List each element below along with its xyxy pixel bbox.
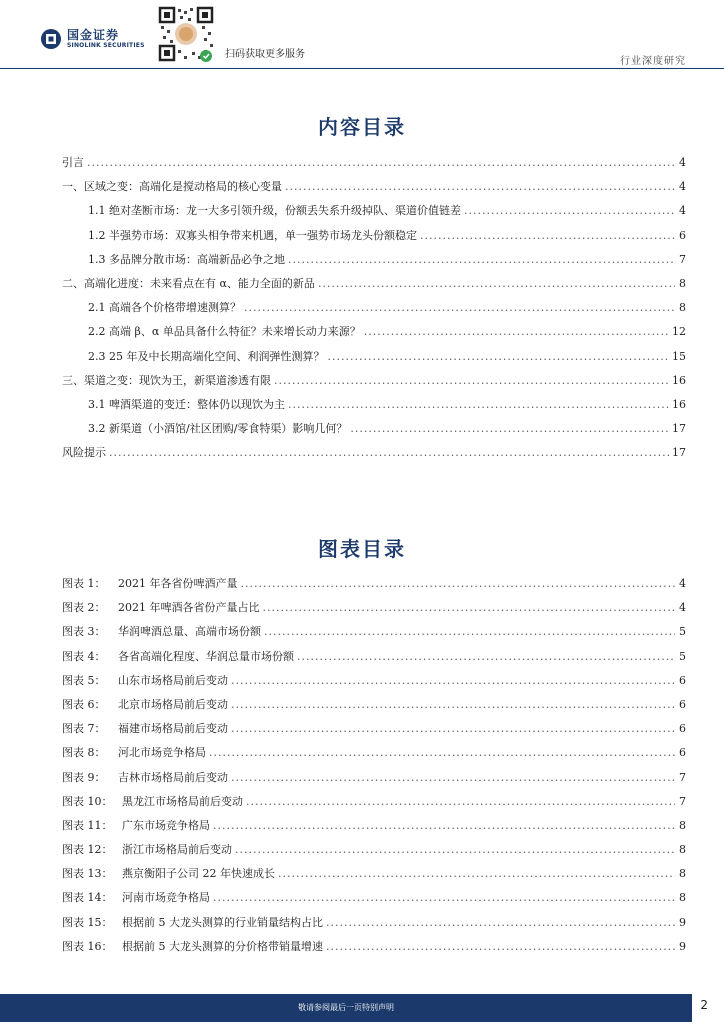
toc-entry[interactable]: 2.1 高端各个价格带增速测算？ ..... 8 [62, 296, 686, 320]
figure-entry[interactable]: 图表 7： 福建市场格局前后变动 ..... 6 [62, 717, 686, 741]
figure-entry[interactable]: 图表 3： 华润啤酒总量、高端市场份额 ..... 5 [62, 620, 686, 644]
figure-entry[interactable]: 图表 15： 根据前 5 大龙头测算的行业销量结构占比 ..... 9 [62, 911, 686, 935]
contents-list [62, 151, 686, 465]
toc-entry[interactable]: 三、渠道之变：现饮为王，新渠道渗透有限 ..... 16 [62, 369, 686, 393]
toc-entry[interactable]: 引言 ..... 4 [62, 151, 686, 175]
contents-title: 内容目录 [318, 115, 406, 139]
figures-list [62, 572, 686, 959]
figure-entry[interactable]: 图表 5： 山东市场格局前后变动 ..... 6 [62, 669, 686, 693]
figure-entry[interactable]: 图表 16： 根据前 5 大龙头测算的分价格带销量增速 ..... 9 [62, 935, 686, 959]
page-number: 2 [700, 998, 708, 1012]
sinolink-logo-icon [40, 28, 62, 50]
report-type: 行业深度研究 [620, 56, 686, 67]
figure-entry[interactable]: 图表 6： 北京市场格局前后变动 ..... 6 [62, 693, 686, 717]
figures-title: 图表目录 [318, 537, 406, 561]
toc-entry[interactable]: 3.2 新渠道（小酒馆/社区团购/零食特渠）影响几何？ ..... 17 [62, 417, 686, 441]
header-divider [0, 68, 724, 69]
toc-entry[interactable]: 1.2 半强势市场：双寡头相争带来机遇，单一强势市场龙头份额稳定 ..... 6 [62, 224, 686, 248]
figure-entry[interactable]: 图表 13： 燕京衡阳子公司 22 年快速成长 ..... 8 [62, 862, 686, 886]
toc-entry[interactable]: 2.3 25 年及中长期高端化空间、利润弹性测算？ ..... 15 [62, 345, 686, 369]
company-logo [40, 28, 145, 50]
toc-entry[interactable]: 1.3 多品牌分散市场：高端新品必争之地 ..... 7 [62, 248, 686, 272]
figure-entry[interactable]: 图表 9： 吉林市场格局前后变动 ..... 7 [62, 766, 686, 790]
figure-entry[interactable]: 图表 10： 黑龙江市场格局前后变动 ..... 7 [62, 790, 686, 814]
toc-entry[interactable]: 3.1 啤酒渠道的变迁：整体仍以现饮为主 ..... 16 [62, 393, 686, 417]
figure-entry[interactable]: 图表 1： 2021 年各省份啤酒产量 ..... 4 [62, 572, 686, 596]
toc-entry[interactable]: 二、高端化进度：未来看点在有 α、能力全面的新品 ..... 8 [62, 272, 686, 296]
figure-entry[interactable]: 图表 2： 2021 年啤酒各省份产量占比 ..... 4 [62, 596, 686, 620]
page-header [0, 0, 724, 70]
toc-entry[interactable]: 风险提示 ..... 17 [62, 441, 686, 465]
qr-code-icon [158, 6, 214, 62]
toc-entry[interactable]: 2.2 高端 β、α 单品具备什么特征？未来增长动力来源？ ..... 12 [62, 320, 686, 344]
figure-entry[interactable]: 图表 4： 各省高端化程度、华润总量市场份额 ..... 5 [62, 645, 686, 669]
toc-entry[interactable]: 一、区域之变：高端化是搅动格局的核心变量 ..... 4 [62, 175, 686, 199]
footer-disclaimer: 敬请参阅最后一页特别声明 [298, 1003, 394, 1012]
figure-entry[interactable]: 图表 8： 河北市场竞争格局 ..... 6 [62, 741, 686, 765]
qr-label: 扫码获取更多服务 [225, 49, 305, 60]
figure-entry[interactable]: 图表 11： 广东市场竞争格局 ..... 8 [62, 814, 686, 838]
toc-entry[interactable]: 1.1 绝对垄断市场：龙一大多引领升级，份额丢失系升级掉队、渠道价值链差 ..... 4 [62, 199, 686, 223]
figure-entry[interactable]: 图表 12： 浙江市场格局前后变动 ..... 8 [62, 838, 686, 862]
logo-chinese-name: 国金证券 [67, 28, 120, 42]
logo-english-name: SINOLINK SECURITIES [67, 42, 145, 49]
figure-entry[interactable]: 图表 14： 河南市场竞争格局 ..... 8 [62, 886, 686, 910]
footer-bar [0, 994, 692, 1022]
